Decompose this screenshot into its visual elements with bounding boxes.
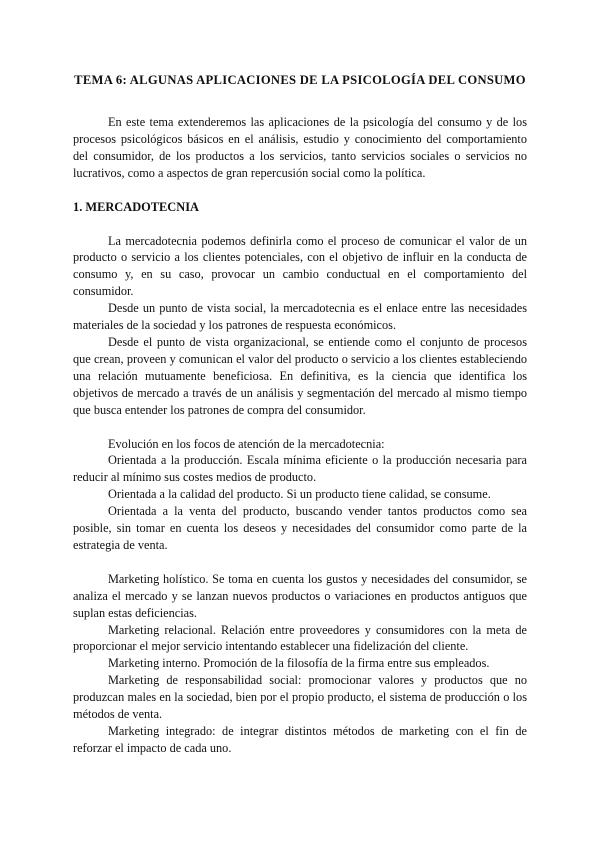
evolution-item-quality: Orientada a la calidad del producto. Si un producto tiene calidad, se consume. <box>108 487 491 502</box>
marketing-relational: Marketing relacional. Relación entre proveedores y consumidores con la meta de proporcionar el mejor servicio intentando establecer una fidelización del cliente. <box>73 622 527 654</box>
document-title: TEMA 6: ALGUNAS APLICACIONES DE LA PSICOLOGÍA DEL CONSUMO <box>74 73 526 87</box>
marketing-integrated: Marketing integrado: de integrar distintos métodos de marketing con el fin de reforzar el impacto de cada uno. <box>73 724 527 755</box>
marketing-holistic: Marketing holístico. Se toma en cuenta los gustos y necesidades del consumidor, se analiza el mercado y se lanzan nuevos productos o variaciones en productos antiguos que suplan estas deficiencias. <box>73 571 527 620</box>
evolution-item-sales: Orientada a la venta del producto, buscando vender tantos productos como sea posible, sin tomar en cuenta los deseos y necesidades del consumidor como parte de la estrategia de venta. <box>73 504 527 552</box>
document-page <box>73 72 527 757</box>
paragraph-social-view: Desde un punto de vista social, la mercadotecnia es el enlace entre las necesidades materiales de la sociedad y los patrones de respuesta económicos. <box>73 301 527 333</box>
evolution-item-production: Orientada a la producción. Escala mínima eficiente o la producción necesaria para reducir al mínimo sus costes medios de producto. <box>73 453 527 485</box>
marketing-social-responsibility: Marketing de responsabilidad social: promocionar valores y productos que no produzcan males en la sociedad, bien por el propio producto, el sistema de producción o los métodos de venta. <box>73 673 527 722</box>
paragraph-organizational-view: Desde el punto de vista organizacional, se entiende como el conjunto de procesos que crean, proveen y comunican el valor del producto o servicio a los clientes estableciendo una relación mutuamente beneficiosa. En definitiva, es la ciencia que identifica los objetivos de mercado a través de un análisis y segmentación del mercado al mismo tiempo que busca entender los patrones de compra del consumidor. <box>73 334 527 417</box>
section-heading-mercadotecnia: 1. MERCADOTECNIA <box>73 199 199 214</box>
paragraph-definition: La mercadotecnia podemos definirla como el proceso de comunicar el valor de un producto o servicio a los clientes potenciales, con el objetivo de influir en la conducta de consumo y, en su caso, provocar un cambio conductual en el comportamiento del consumidor. <box>73 233 527 299</box>
intro-paragraph: En este tema extenderemos las aplicaciones de la psicología del consumo y de los procesos psicológicos básicos en el análisis, estudio y conocimiento del comportamiento del consumidor, de los productos a los servicios, tanto servicios sociales o servicios no lucrativos, como a aspectos de gran repercusión social como la política. <box>73 115 527 180</box>
marketing-internal: Marketing interno. Promoción de la filosofía de la firma entre sus empleados. <box>108 656 490 671</box>
evolution-intro: Evolución en los focos de atención de la mercadotecnia: <box>108 436 385 451</box>
